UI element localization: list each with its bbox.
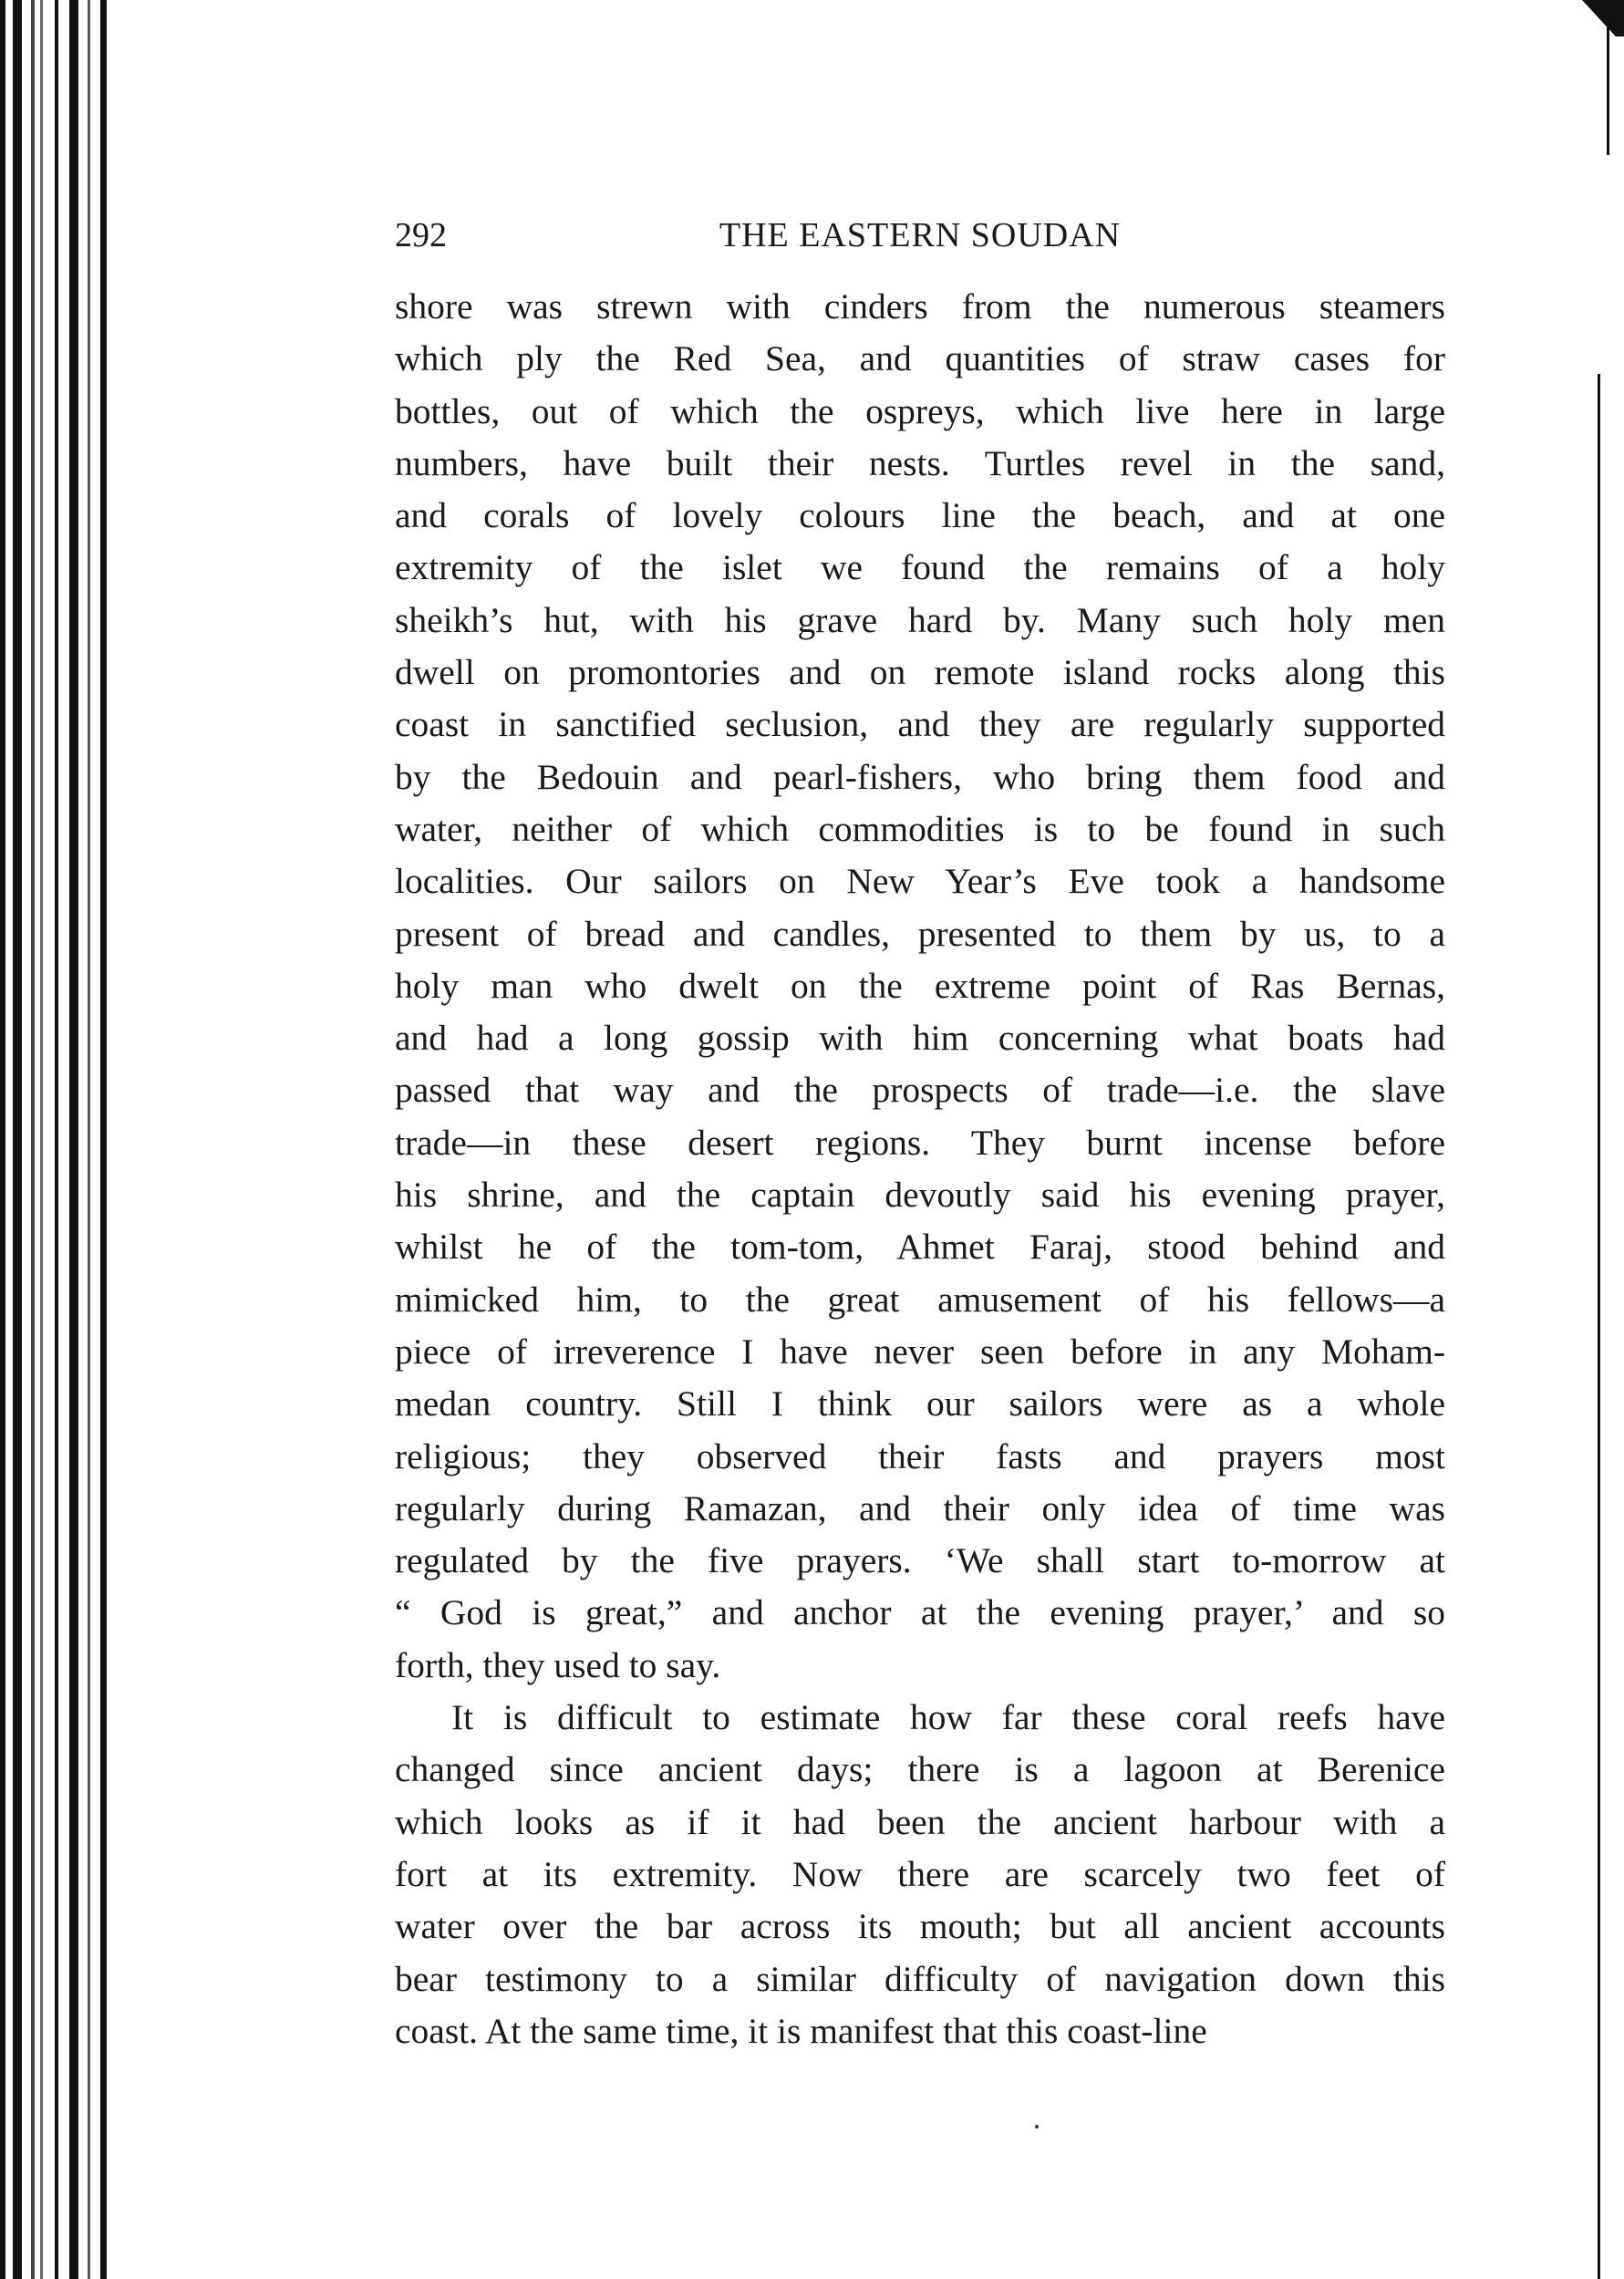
text-line: bear testimony to a similar difficulty of navigation down this [395, 1958, 1445, 1999]
running-title: THE EASTERN SOUDAN [719, 216, 1122, 254]
page-number: 292 [395, 216, 447, 254]
text-line: localities. Our sailors on New Year’s Eve took a handsome [395, 861, 1445, 902]
text-line: whilst he of the tom-tom, Ahmet Faraj, stood behind and [395, 1227, 1445, 1268]
text-line: mimicked him, to the great amusement of his fellows—a [395, 1279, 1445, 1320]
text-line: It is difficult to estimate how far these coral reefs have [451, 1697, 1445, 1738]
text-line: piece of irreverence I have never seen before in any Moham- [395, 1331, 1445, 1372]
text-line: regulated by the five prayers. ‘We shall start to-morrow at [395, 1540, 1445, 1581]
ink-speck [1035, 2125, 1039, 2129]
text-line: forth, they used to say. [395, 1644, 721, 1685]
text-line: coast in sanctified seclusion, and they are regularly supported [395, 704, 1445, 745]
running-header [395, 215, 1445, 261]
text-line: trade—in these desert regions. They burnt incense before [395, 1122, 1445, 1163]
text-line: medan country. Still I think our sailors were as a whole [395, 1383, 1445, 1424]
text-line: passed that way and the prospects of trade—i.e. the slave [395, 1070, 1445, 1111]
text-line: dwell on promontories and on remote island rocks along this [395, 652, 1445, 693]
text-line: “ God is great,” and anchor at the evening prayer,’ and so [395, 1592, 1445, 1633]
text-line: his shrine, and the captain devoutly said his evening prayer, [395, 1175, 1445, 1216]
paragraph [395, 281, 1445, 1692]
text-line: bottles, out of which the ospreys, which live here in large [395, 390, 1445, 431]
text-line: numbers, have built their nests. Turtles revel in the sand, [395, 442, 1445, 483]
text-line: changed since ancient days; there is a lagoon at Berenice [395, 1749, 1445, 1790]
text-line: water over the bar across its mouth; but all ancient accounts [395, 1906, 1445, 1947]
text-line: which ply the Red Sea, and quantities of straw cases for [395, 338, 1445, 379]
paragraph [395, 1692, 1445, 2057]
text-line: holy man who dwelt on the extreme point of Ras Bernas, [395, 965, 1445, 1006]
body-text [395, 281, 1445, 2057]
text-line: and had a long gossip with him concerning what boats had [395, 1018, 1445, 1059]
text-line: religious; they observed their fasts and prayers most [395, 1435, 1445, 1476]
text-line: which looks as if it had been the ancient harbour with a [395, 1801, 1445, 1842]
text-line: coast. At the same time, it is manifest that this coast-line [395, 2010, 1207, 2051]
text-line: present of bread and candles, presented to them by us, to a [395, 913, 1445, 954]
text-line: regularly during Ramazan, and their only idea of time was [395, 1487, 1445, 1528]
text-line: water, neither of which commodities is to be found in such [395, 808, 1445, 849]
text-line: sheikh’s hut, with his grave hard by. Many such holy men [395, 599, 1445, 640]
text-line: and corals of lovely colours line the beach, and at one [395, 495, 1445, 536]
text-line: shore was strewn with cinders from the numerous steamers [395, 286, 1445, 326]
text-line: by the Bedouin and pearl-fishers, who bring them food and [395, 756, 1445, 797]
text-line: extremity of the islet we found the remains of a holy [395, 547, 1445, 588]
text-line: fort at its extremity. Now there are scarcely two feet of [395, 1853, 1445, 1894]
